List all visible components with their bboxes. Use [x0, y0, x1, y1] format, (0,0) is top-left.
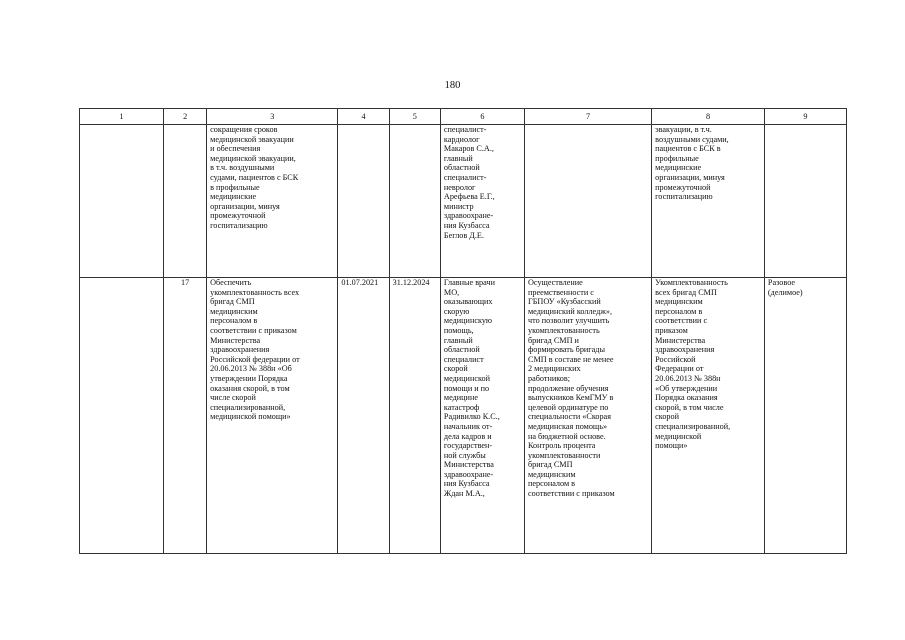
header-col-4: 4 — [338, 109, 389, 125]
cell-responsible: Главные врачи МО, оказывающих скорую медицинскую помощь, главный областной специалист скорой медицинской помощи и по медицине катастроф Радивилко К.С., начальник от- дела кадров и государствен- ной службы Министерства здравоохране- ния Кузбасса Ждан М.А., — [440, 278, 524, 554]
page-number: 180 — [444, 80, 461, 91]
cell-periodicity — [764, 125, 846, 278]
header-col-5: 5 — [389, 109, 440, 125]
table-header-row — [80, 109, 847, 125]
table-row — [80, 125, 847, 278]
header-col-2: 2 — [164, 109, 207, 125]
cell-periodicity: Разовое (делимое) — [764, 278, 846, 554]
header-col-3: 3 — [207, 109, 338, 125]
cell-start-date: 01.07.2021 — [338, 278, 389, 554]
header-col-1: 1 — [80, 109, 164, 125]
cell-result: Укомплектованность всех бригад СМП медицинским персоналом в соответствии с приказом Министерства здравоохранения Российской Федерации от 20.06.2013 № 388н «Об утверждении Порядка оказания скорой, в том числе скорой специализированной, медицинской помощи» — [652, 278, 765, 554]
header-col-9: 9 — [764, 109, 846, 125]
cell-activity: Обеспечить укомплектованность всех бригад СМП медицинским персоналом в соответствии с приказом Министерства здравоохранения Российской федерации от 20.06.2013 № 388н «Об утверждении Порядка оказания скорой, в том числе скорой специализированной, медицинской помощи» — [207, 278, 338, 554]
cell-end-date: 31.12.2024 — [389, 278, 440, 554]
plan-table — [79, 108, 847, 554]
cell-col-2 — [164, 125, 207, 278]
cell-row-number: 17 — [164, 278, 207, 554]
table-row — [80, 278, 847, 554]
cell-col-1 — [80, 125, 164, 278]
header-col-6: 6 — [440, 109, 524, 125]
cell-start-date — [338, 125, 389, 278]
cell-end-date — [389, 125, 440, 278]
cell-activity: сокращения сроков медицинской эвакуации и обеспечения медицинской эвакуации, в т.ч. воздушными судами, пациентов с БСК в профильные медицинские организации, минуя промежуточной госпитализацию — [207, 125, 338, 278]
cell-col-1 — [80, 278, 164, 554]
cell-responsible: специалист- кардиолог Макаров С.А., главный областной специалист- невролог Арефьева Е.Г., министр здравоохране- ния Кузбасса Беглов Д.Е. — [440, 125, 524, 278]
cell-description: Осуществление преемственности с ГБПОУ «Кузбасский медицинский колледж», что позволит улучшить укомплектованность бригад СМП и формировать бригады СМП в составе не менее 2 медицинских работников; продолжение обучения выпускников КемГМУ в целевой ординатуре по специальности «Скорая медицинская помощь» на бюджетной основе. Контроль процента укомплектованности бригад СМП медицинским персоналом в соответствии с приказом — [525, 278, 652, 554]
cell-description — [525, 125, 652, 278]
header-col-8: 8 — [652, 109, 765, 125]
header-col-7: 7 — [525, 109, 652, 125]
cell-result: эвакуации, в т.ч. воздушными судами, пациентов с БСК в профильные медицинские организации, минуя промежуточной госпитализацию — [652, 125, 765, 278]
